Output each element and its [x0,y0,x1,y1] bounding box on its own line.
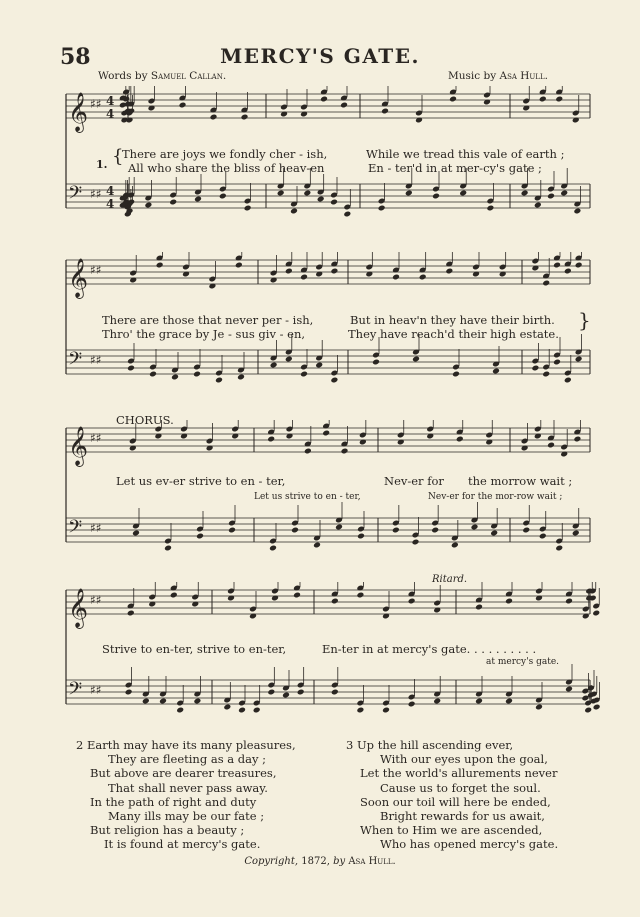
stanza-line: But above are dearer treasures, [90,766,277,781]
verse-brace: { [112,146,124,167]
music-author: Asa Hull. [499,70,548,82]
stanza-line: Many ills may be our fate ; [108,809,265,824]
verse-number: 1. [96,158,108,171]
music-credit [448,70,548,82]
lyric-s2-l2a: Thro' the grace by Je - sus giv - en, [102,327,306,341]
stanza-line: Who has opened mercy's gate. [380,837,559,852]
stanza-line: That shall never pass away. [108,780,268,795]
svg-text:♯♯: ♯♯ [90,353,102,367]
copyright-word: Copyright, [244,856,299,867]
lyric-s1-l2a: All who share the bliss of heav-en [128,161,325,175]
stanza-line: They are fleeting as a day ; [108,752,267,767]
page-title: MERCY'S GATE. [220,44,420,68]
page-number: 58 [60,44,91,70]
words-credit [98,70,226,82]
svg-text:♯♯: ♯♯ [90,263,102,277]
stanza-2 [76,738,296,852]
lyric-s4-b: En-ter in at mercy's gate. . . . . . . . . . [322,642,537,656]
svg-text:4: 4 [106,184,115,198]
stanza-line: But religion has a beauty ; [90,823,245,838]
music-prefix: Music by [448,70,497,82]
copyright-line [0,856,640,867]
chorus-label: CHORUS. [116,413,174,427]
svg-text:♯♯: ♯♯ [90,683,102,697]
lyric-s3-bass-a: Let us strive to en - ter, [254,492,361,502]
svg-text:4: 4 [106,94,115,108]
copyright-year: 1872, [301,856,330,867]
svg-text:♯♯: ♯♯ [90,521,102,535]
svg-text:𝄢: 𝄢 [68,517,83,542]
stanza-line: Earth may have its many pleasures, [86,738,296,752]
ritard-mark: Ritard. [432,574,468,585]
lyric-s3-a: Let us ev-er strive to en - ter, [116,474,286,488]
lyric-s3-b: Nev-er for [384,474,444,488]
svg-text:𝄢: 𝄢 [68,349,83,374]
svg-text:♯♯: ♯♯ [90,431,102,445]
stanza-line: When to Him we are ascended, [360,823,543,838]
svg-text:♯♯: ♯♯ [90,593,102,607]
lyric-s3-c: the morrow wait ; [468,474,573,488]
copyright-author: Asa Hull. [348,856,396,867]
stanza-line: Soon our toil will here be ended, [360,794,551,809]
lyric-s2-l2b: They have reach'd their high estate. [348,327,559,341]
lyric-s1-l1a: There are joys we fondly cher - ish, [122,147,328,161]
lyric-s2-l1a: There are those that never per - ish, [102,313,314,327]
svg-text:4: 4 [106,197,115,211]
svg-text:𝄞: 𝄞 [68,258,89,298]
stanza-line: Let the world's allurements never [360,766,558,781]
words-author: Samuel Callan. [150,70,227,82]
lyric-s4-a: Strive to en-ter, strive to en-ter, [102,642,287,656]
lyric-s3-bass-b: Nev-er for the mor-row wait ; [428,492,563,502]
stanza-number: 2 [76,738,84,752]
svg-text:𝄞: 𝄞 [68,588,89,628]
stanza-line: It is found at mercy's gate. [104,837,261,852]
lyric-s1-l2b: En - ter'd in at mer-cy's gate ; [368,161,542,175]
svg-text:𝄞: 𝄞 [68,426,89,466]
svg-text:♯♯: ♯♯ [90,187,102,201]
stanza-3 [346,738,558,852]
lyric-s2-l1b: But in heav'n they have their birth. [350,313,555,327]
stanza-line: Up the hill ascending ever, [356,738,514,752]
copyright-by: by [333,856,346,867]
svg-text:4: 4 [106,107,115,121]
lyric-s1-l1b: While we tread this vale of earth ; [366,147,565,161]
words-prefix: Words by [98,70,148,82]
verse-brace-right: } [578,308,591,332]
stanza-line: Cause us to forget the soul. [380,780,541,795]
svg-text:𝄢: 𝄢 [68,679,83,704]
stanza-line: With our eyes upon the goal, [380,752,548,767]
lyric-s4-bass: at mercy's gate. [486,657,560,667]
svg-text:♯♯: ♯♯ [90,97,102,111]
svg-text:𝄢: 𝄢 [68,183,83,208]
stanza-line: In the path of right and duty [90,794,257,809]
stanza-number: 3 [346,738,354,752]
svg-text:𝄞: 𝄞 [68,92,89,132]
stanza-line: Bright rewards for us await, [380,809,545,824]
